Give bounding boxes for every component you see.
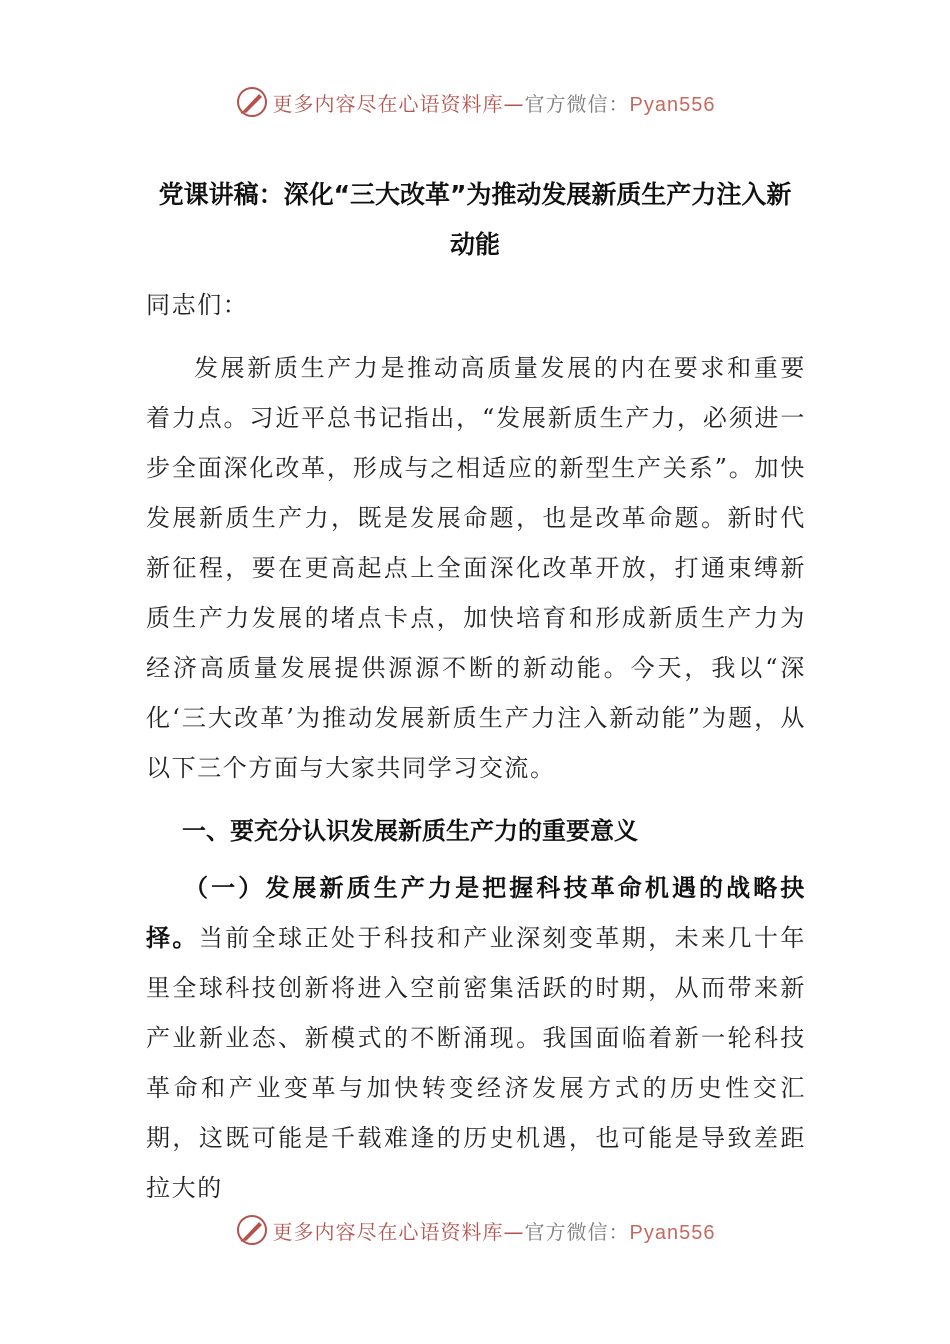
wechat-label: 官方微信： [524, 1219, 630, 1244]
banner-text [273, 88, 716, 117]
intro-paragraph: 发展新质生产力是推动高质量发展的内在要求和重要着力点。习近平总书记指出，“发展新质生产力，必须进一步全面深化改革，形成与之相适应的新型生产关系”。加快发展新质生产力，既是发展命题，也是改革命题。新时代新征程，要在更高起点上全面深化改革开放，打通束缚新质生产力发展的堵点卡点，加快培育和形成新质生产力为经济高质量发展提供源源不断的新动能。今天，我以“深化‘三大改革’为推动发展新质生产力注入新动能”为题，从以下三个方面与大家共同学习交流。 [146, 354, 806, 782]
subsection-paragraph-1 [146, 863, 806, 1213]
banner-dash: — [503, 1219, 525, 1244]
header-banner [0, 80, 950, 124]
wechat-id: Pyan556 [629, 1221, 716, 1244]
wechat-id: Pyan556 [629, 93, 716, 116]
banner-text [273, 1216, 716, 1245]
section-heading-1: 一、要充分认识发展新质生产力的重要意义 [182, 817, 638, 845]
document-title: 党课讲稿：深化“三大改革”为推动发展新质生产力注入新动能 [158, 180, 792, 259]
footer-banner [0, 1208, 950, 1252]
banner-dash: — [503, 91, 525, 116]
subsection-body-1: 当前全球正处于科技和产业深刻变革期，未来几十年里全球科技创新将进入空前密集活跃的时期，从而带来新产业新业态、新模式的不断涌现。我国面临着新一轮科技革命和产业变革与加快转变经济发展方式的历史性交汇期，这既可能是千载难逢的历史机遇，也可能是导致差距拉大的 [146, 924, 806, 1202]
quill-logo-icon [235, 85, 269, 119]
greeting: 同志们： [146, 291, 249, 319]
banner-slogan: 更多内容尽在心语资料库 [272, 91, 504, 116]
banner-slogan: 更多内容尽在心语资料库 [272, 1219, 504, 1244]
subsection-lead-1: （一）发展新质生产力是把握科技革命机遇的战略抉择。 [146, 874, 806, 952]
wechat-label: 官方微信： [524, 91, 630, 116]
quill-logo-icon [235, 1213, 269, 1247]
